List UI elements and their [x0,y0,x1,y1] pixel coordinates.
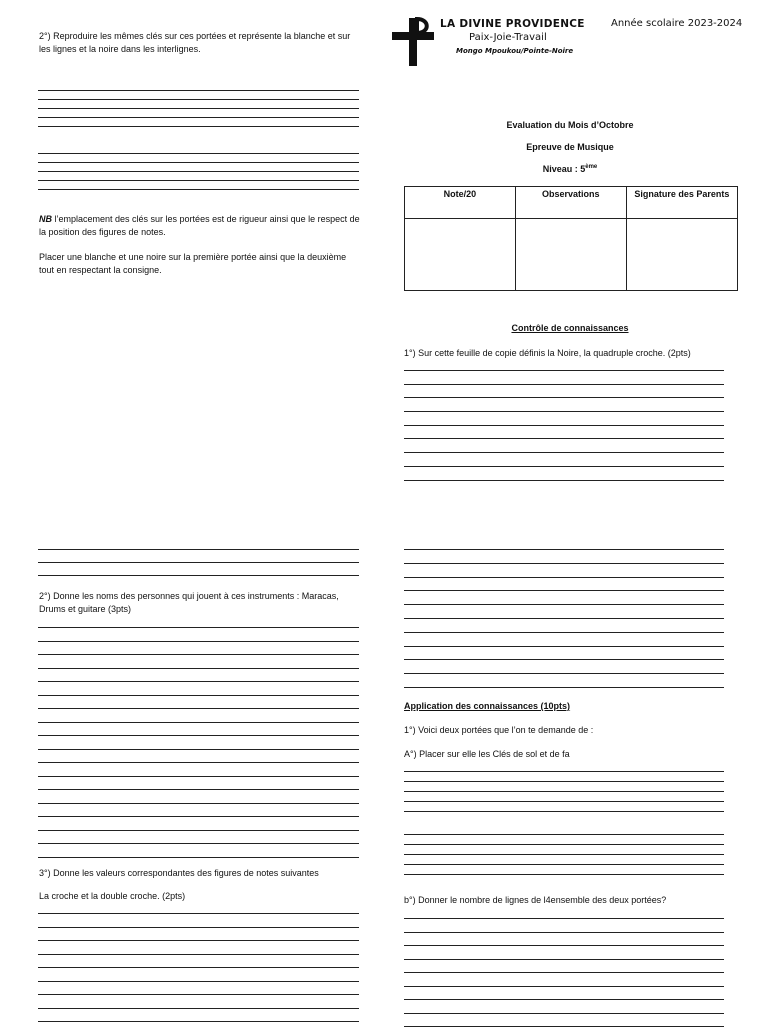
grade-header-observations: Observations [515,187,626,219]
question-reproduce-clefs: 2°) Reproduire les mêmes clés sur ces portées et représente la blanche et sur les lignes et la noire dans les interlignes. [39,31,351,54]
grade-header-signature: Signature des Parents [626,187,737,219]
nb-label: NB [39,214,52,224]
grade-cell-signature[interactable] [626,219,737,291]
grade-cell-observations[interactable] [515,219,626,291]
question-count-lines: b°) Donner le nombre de lignes de l4ensemble des deux portées? [404,895,667,905]
school-year: Année scolaire 2023-2024 [611,18,743,29]
grade-table [404,186,738,291]
nb-note [39,213,361,239]
exam-level [404,164,736,174]
exam-title: Evaluation du Mois d’Octobre [506,120,634,130]
question-two-staves: 1°) Voici deux portées que l’on te demande de : [404,725,594,735]
school-location: Mongo Mpoukou/Pointe-Noire [456,47,574,55]
grade-header-note: Note/20 [405,187,516,219]
chi-rho-cross-icon [390,16,436,68]
question-instrument-players: 2°) Donne les noms des personnes qui jouent à ces instruments : Maracas, Drums et guitare (3pts) [39,591,339,614]
answer-lines-count [404,918,724,1027]
section-knowledge-check: Contrôle de connaissances [511,323,629,333]
level-label: Niveau : 5 [542,164,586,174]
school-name: LA DIVINE PROVIDENCE [440,18,585,30]
question-note-values: 3°) Donne les valeurs correspondantes des figures de notes suivantes [39,868,319,878]
school-motto: Paix-Joie-Travail [469,32,547,43]
question-define-notes: 1°) Sur cette feuille de copie définis la Noire, la quadruple croche. (2pts) [404,348,691,358]
question-place-clefs: A°) Placer sur elle les Clés de sol et de fa [404,749,570,759]
answer-lines-instruments [38,627,359,858]
grade-cell-note[interactable] [405,219,516,291]
music-staff-2 [38,153,359,190]
nb-text: l’emplacement des clés sur les portées est de rigueur ainsi que le respect de la position des figures de notes. [39,214,360,237]
answer-lines-define-continued [404,549,724,688]
section-knowledge-application: Application des connaissances (10pts) [404,701,571,711]
placement-instruction: Placer une blanche et une noire sur la première portée ainsi que la deuxième tout en respectant la consigne. [39,252,347,275]
music-staff-3 [404,771,724,812]
music-staff-4 [404,834,724,875]
answer-lines-note-values [38,913,359,1022]
question-note-values-items: La croche et la double croche. (2pts) [39,891,186,901]
level-superscript: ème [585,164,598,170]
answer-lines-define [404,370,724,481]
music-staff-1 [38,90,359,127]
exam-subject: Epreuve de Musique [526,142,614,152]
answer-lines-short [38,549,359,576]
